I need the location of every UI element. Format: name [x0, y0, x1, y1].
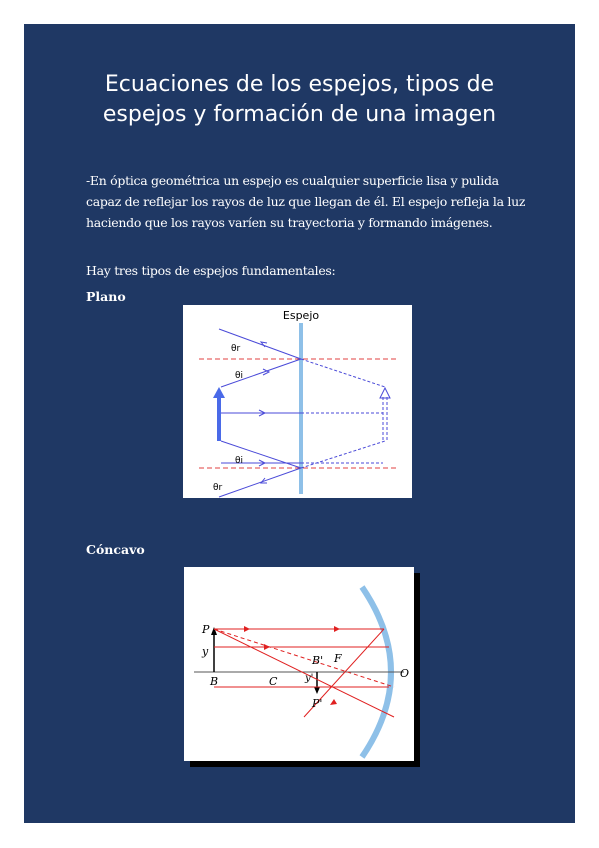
object-arrow — [217, 397, 221, 441]
plane-mirror-figure — [183, 305, 412, 498]
section-heading-concavo: Cóncavo — [86, 542, 145, 557]
incident-ray-top — [221, 359, 301, 387]
plane-mirror-diagram — [183, 305, 412, 498]
concave-mirror-diagram — [184, 567, 414, 761]
reflected-ray-bottom — [219, 468, 301, 497]
label-C: C — [269, 675, 278, 688]
page-title: Ecuaciones de los espejos, tipos de espejos y formación de una imagen — [102, 72, 497, 127]
label-y: y — [202, 645, 209, 658]
label-y-prime: y' — [305, 673, 314, 684]
label-O: O — [400, 667, 410, 680]
types-sentence: Hay tres tipos de espejos fundamentales: — [86, 263, 336, 278]
mirror-label: Espejo — [282, 309, 320, 322]
incident-ray-bottom — [221, 441, 301, 468]
label-B-prime: B' — [312, 654, 324, 667]
object-arrow-head — [213, 387, 225, 398]
section-heading-plano: Plano — [86, 289, 126, 304]
ray-through-center — [214, 629, 394, 717]
theta-r-label-top: θr — [231, 344, 241, 354]
theta-i-label-top: θi — [235, 371, 244, 381]
theta-i-label-bottom: θi — [235, 456, 244, 466]
concave-mirror-figure — [184, 567, 420, 767]
label-B: B — [210, 675, 219, 688]
label-P-prime: P' — [312, 697, 323, 710]
label-F: F — [334, 652, 342, 665]
label-P: P — [202, 623, 210, 636]
image-arrow-head — [380, 388, 390, 398]
intro-paragraph: -En óptica geométrica un espejo es cualquier superficie lisa y pulida capaz de reflejar los rayos de luz que llegan de él. El espejo refleja la luz haciendo que los rayos varíen su trayectoria y formando imágenes. — [86, 173, 526, 230]
theta-r-label-bottom: θr — [213, 483, 223, 493]
document-page — [24, 24, 575, 823]
